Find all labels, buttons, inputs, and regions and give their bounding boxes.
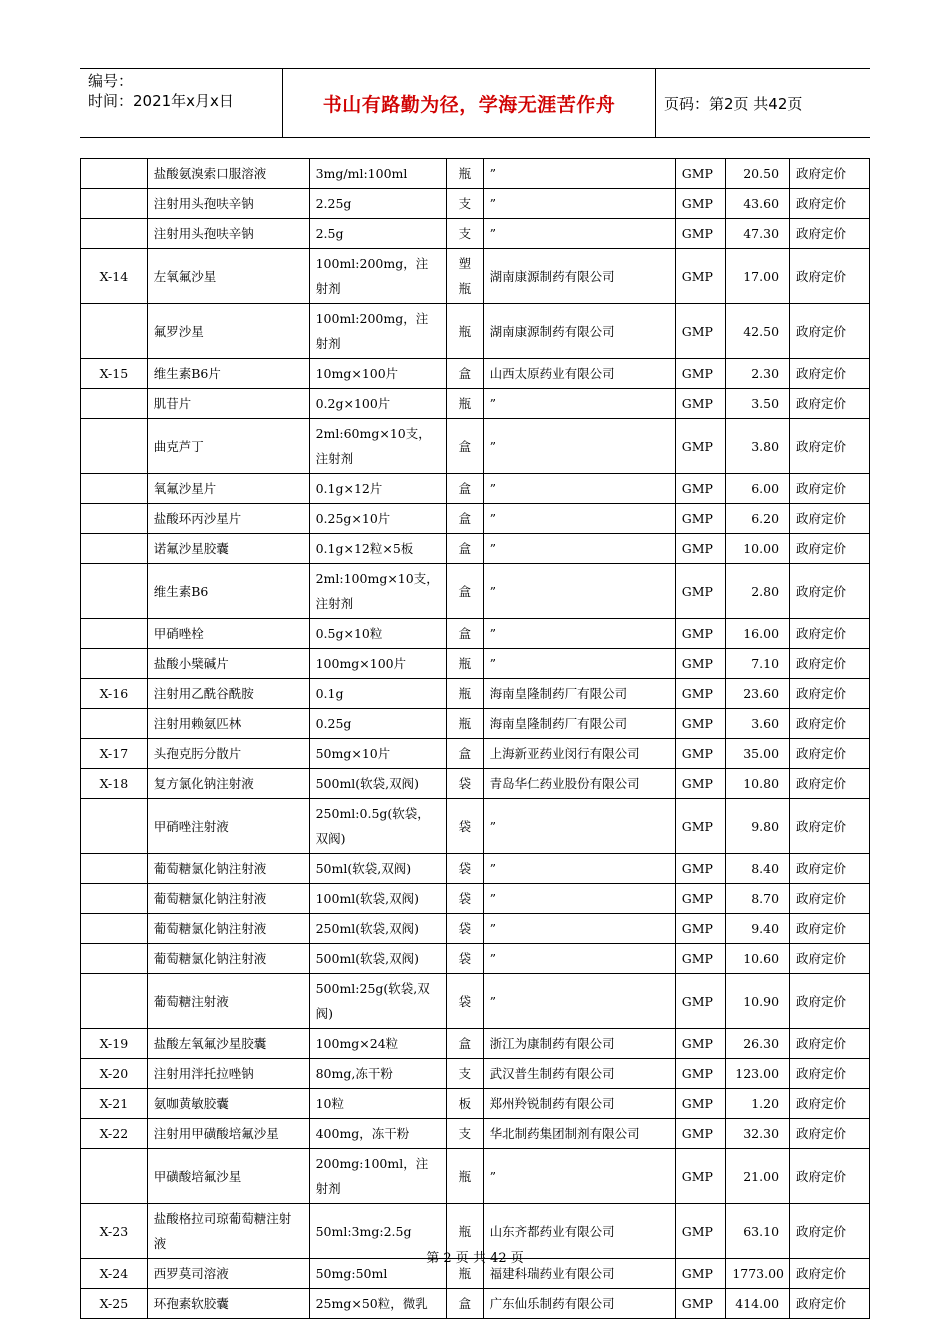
spec-cell: 0.25g×10片 [309,504,447,534]
spec-cell: 500ml(软袋,双阀) [309,944,447,974]
price-cell: 3.50 [726,389,790,419]
maker-cell: 海南皇隆制药厂有限公司 [483,709,675,739]
name-cell: 曲克芦丁 [147,419,309,474]
code-cell [81,799,148,854]
table-row [81,914,870,944]
name-cell: 葡萄糖氯化钠注射液 [147,944,309,974]
gmp-cell: GMP [675,564,726,619]
name-cell: 甲磺酸培氟沙星 [147,1149,309,1204]
pricing-cell: 政府定价 [790,1149,870,1204]
price-cell: 1.20 [726,1089,790,1119]
maker-cell: 山东齐都药业有限公司 [483,1204,675,1259]
gmp-cell: GMP [675,504,726,534]
pricing-cell: 政府定价 [790,159,870,189]
table-row [81,249,870,304]
spec-cell: 25mg×50粒，微乳 [309,1289,447,1319]
pricing-cell: 政府定价 [790,619,870,649]
price-cell: 21.00 [726,1149,790,1204]
table-row [81,944,870,974]
pricing-cell: 政府定价 [790,679,870,709]
unit-cell: 支 [447,1059,483,1089]
spec-cell: 10mg×100片 [309,359,447,389]
code-cell [81,974,148,1029]
table-row [81,534,870,564]
maker-cell: ” [483,419,675,474]
price-cell: 8.40 [726,854,790,884]
pricing-cell: 政府定价 [790,944,870,974]
gmp-cell: GMP [675,914,726,944]
header-meta [88,71,278,111]
maker-cell: 上海新亚药业闵行有限公司 [483,739,675,769]
pricing-cell: 政府定价 [790,884,870,914]
name-cell: 盐酸左氧氟沙星胶囊 [147,1029,309,1059]
table-row [81,419,870,474]
gmp-cell: GMP [675,799,726,854]
pricing-cell: 政府定价 [790,1029,870,1059]
gmp-cell: GMP [675,389,726,419]
spec-cell: 100ml:200mg，注射剂 [309,249,447,304]
maker-cell: ” [483,974,675,1029]
price-cell: 35.00 [726,739,790,769]
maker-cell: 福建科瑞药业有限公司 [483,1259,675,1289]
spec-cell: 0.1g×12粒×5板 [309,534,447,564]
pricing-cell: 政府定价 [790,504,870,534]
name-cell: 葡萄糖注射液 [147,974,309,1029]
unit-cell: 盒 [447,739,483,769]
unit-cell: 瓶 [447,389,483,419]
gmp-cell: GMP [675,1289,726,1319]
spec-cell: 80mg,冻干粉 [309,1059,447,1089]
name-cell: 葡萄糖氯化钠注射液 [147,914,309,944]
spec-cell: 100mg×100片 [309,649,447,679]
unit-cell: 瓶 [447,1204,483,1259]
pricing-cell: 政府定价 [790,1259,870,1289]
table-row [81,739,870,769]
code-cell: X-23 [81,1204,148,1259]
code-cell: X-25 [81,1289,148,1319]
table-row [81,219,870,249]
table-row [81,359,870,389]
motto: 书山有路勤为径，学海无涯苦作舟 [282,69,656,137]
maker-cell: ” [483,534,675,564]
table-row [81,1059,870,1089]
table-row [81,649,870,679]
name-cell: 葡萄糖氯化钠注射液 [147,884,309,914]
maker-cell: 海南皇隆制药厂有限公司 [483,679,675,709]
maker-cell: ” [483,474,675,504]
pricing-cell: 政府定价 [790,649,870,679]
table-row [81,159,870,189]
unit-cell: 袋 [447,914,483,944]
table-row [81,799,870,854]
gmp-cell: GMP [675,1059,726,1089]
name-cell: 甲硝唑注射液 [147,799,309,854]
price-cell: 414.00 [726,1289,790,1319]
pricing-cell: 政府定价 [790,854,870,884]
spec-cell: 10粒 [309,1089,447,1119]
gmp-cell: GMP [675,709,726,739]
name-cell: 环孢素软胶囊 [147,1289,309,1319]
date-label: 时间：2021年x月x日 [88,92,234,110]
name-cell: 葡萄糖氯化钠注射液 [147,854,309,884]
gmp-cell: GMP [675,679,726,709]
price-cell: 9.40 [726,914,790,944]
table-row [81,679,870,709]
maker-cell: ” [483,389,675,419]
price-cell: 26.30 [726,1029,790,1059]
code-cell [81,884,148,914]
pricing-cell: 政府定价 [790,474,870,504]
pricing-cell: 政府定价 [790,189,870,219]
maker-cell: ” [483,564,675,619]
spec-cell: 50mg×10片 [309,739,447,769]
unit-cell: 盒 [447,359,483,389]
maker-cell: ” [483,914,675,944]
name-cell: 盐酸格拉司琼葡萄糖注射液 [147,1204,309,1259]
spec-cell: 500ml:25g(软袋,双阀) [309,974,447,1029]
name-cell: 盐酸环丙沙星片 [147,504,309,534]
price-cell: 20.50 [726,159,790,189]
gmp-cell: GMP [675,769,726,799]
maker-cell: ” [483,854,675,884]
price-cell: 2.30 [726,359,790,389]
unit-cell: 瓶 [447,649,483,679]
table-row [81,1029,870,1059]
spec-cell: 200mg:100ml，注射剂 [309,1149,447,1204]
spec-cell: 100mg×24粒 [309,1029,447,1059]
price-cell: 17.00 [726,249,790,304]
price-cell: 8.70 [726,884,790,914]
maker-cell: ” [483,504,675,534]
name-cell: 氟罗沙星 [147,304,309,359]
code-cell: X-20 [81,1059,148,1089]
code-cell [81,419,148,474]
spec-cell: 0.5g×10粒 [309,619,447,649]
code-cell: X-14 [81,249,148,304]
maker-cell: ” [483,799,675,854]
table-row [81,389,870,419]
unit-cell: 塑瓶 [447,249,483,304]
table-row [81,1149,870,1204]
price-cell: 123.00 [726,1059,790,1089]
code-cell [81,854,148,884]
code-cell [81,504,148,534]
table-row [81,504,870,534]
code-cell [81,304,148,359]
pricing-cell: 政府定价 [790,249,870,304]
code-cell [81,1149,148,1204]
code-cell: X-16 [81,679,148,709]
table-row [81,854,870,884]
name-cell: 注射用泮托拉唑钠 [147,1059,309,1089]
pricing-cell: 政府定价 [790,739,870,769]
maker-cell: ” [483,944,675,974]
name-cell: 注射用头孢呋辛钠 [147,219,309,249]
code-cell [81,534,148,564]
maker-cell: 湖南康源制药有限公司 [483,304,675,359]
gmp-cell: GMP [675,534,726,564]
unit-cell: 瓶 [447,679,483,709]
spec-cell: 2ml:60mg×10支，注射剂 [309,419,447,474]
unit-cell: 瓶 [447,709,483,739]
code-cell [81,159,148,189]
unit-cell: 支 [447,1119,483,1149]
gmp-cell: GMP [675,1029,726,1059]
pricing-cell: 政府定价 [790,1289,870,1319]
page-header [80,68,870,138]
name-cell: 注射用乙酰谷酰胺 [147,679,309,709]
pricing-cell: 政府定价 [790,1089,870,1119]
unit-cell: 盒 [447,619,483,649]
unit-cell: 瓶 [447,1149,483,1204]
pricing-cell: 政府定价 [790,1059,870,1089]
price-cell: 10.80 [726,769,790,799]
spec-cell: 0.1g [309,679,447,709]
code-cell [81,219,148,249]
code-cell: X-22 [81,1119,148,1149]
code-cell: X-19 [81,1029,148,1059]
spec-cell: 50ml:3mg:2.5g [309,1204,447,1259]
price-cell: 1773.00 [726,1259,790,1289]
name-cell: 肌苷片 [147,389,309,419]
name-cell: 维生素B6片 [147,359,309,389]
pricing-cell: 政府定价 [790,304,870,359]
pricing-cell: 政府定价 [790,799,870,854]
gmp-cell: GMP [675,189,726,219]
code-cell: X-24 [81,1259,148,1289]
name-cell: 氧氟沙星片 [147,474,309,504]
table-row [81,974,870,1029]
unit-cell: 盒 [447,564,483,619]
table-row [81,1089,870,1119]
pricing-cell: 政府定价 [790,1204,870,1259]
code-cell [81,649,148,679]
table-row [81,189,870,219]
price-cell: 10.00 [726,534,790,564]
unit-cell: 盒 [447,474,483,504]
maker-cell: 山西太原药业有限公司 [483,359,675,389]
name-cell: 注射用赖氨匹林 [147,709,309,739]
pricing-cell: 政府定价 [790,914,870,944]
gmp-cell: GMP [675,649,726,679]
spec-cell: 2.25g [309,189,447,219]
price-cell: 3.60 [726,709,790,739]
spec-cell: 250ml:0.5g(软袋，双阀) [309,799,447,854]
gmp-cell: GMP [675,944,726,974]
unit-cell: 袋 [447,854,483,884]
unit-cell: 袋 [447,884,483,914]
price-cell: 6.00 [726,474,790,504]
table-row [81,619,870,649]
name-cell: 复方氯化钠注射液 [147,769,309,799]
gmp-cell: GMP [675,619,726,649]
price-cell: 10.60 [726,944,790,974]
unit-cell: 袋 [447,974,483,1029]
table-row [81,1289,870,1319]
maker-cell: ” [483,219,675,249]
code-cell [81,189,148,219]
gmp-cell: GMP [675,1259,726,1289]
code-cell [81,389,148,419]
maker-cell: ” [483,1149,675,1204]
pricing-cell: 政府定价 [790,974,870,1029]
code-label: 编号： [88,72,134,90]
gmp-cell: GMP [675,249,726,304]
code-cell [81,474,148,504]
table-row [81,304,870,359]
price-cell: 42.50 [726,304,790,359]
maker-cell: 青岛华仁药业股份有限公司 [483,769,675,799]
gmp-cell: GMP [675,419,726,474]
name-cell: 注射用甲磺酸培氟沙星 [147,1119,309,1149]
spec-cell: 0.2g×100片 [309,389,447,419]
price-cell: 9.80 [726,799,790,854]
spec-cell: 500ml(软袋,双阀) [309,769,447,799]
spec-cell: 0.25g [309,709,447,739]
code-cell: X-18 [81,769,148,799]
price-cell: 47.30 [726,219,790,249]
spec-cell: 3mg/ml:100ml [309,159,447,189]
name-cell: 西罗莫司溶液 [147,1259,309,1289]
maker-cell: 湖南康源制药有限公司 [483,249,675,304]
table-row [81,1119,870,1149]
code-cell [81,564,148,619]
unit-cell: 盒 [447,419,483,474]
spec-cell: 400mg，冻干粉 [309,1119,447,1149]
spec-cell: 50ml(软袋,双阀) [309,854,447,884]
gmp-cell: GMP [675,1149,726,1204]
unit-cell: 盒 [447,1029,483,1059]
gmp-cell: GMP [675,884,726,914]
name-cell: 维生素B6 [147,564,309,619]
name-cell: 诺氟沙星胶囊 [147,534,309,564]
table-row [81,709,870,739]
gmp-cell: GMP [675,1119,726,1149]
price-cell: 43.60 [726,189,790,219]
spec-cell: 2.5g [309,219,447,249]
maker-cell: 华北制药集团制剂有限公司 [483,1119,675,1149]
code-cell: X-17 [81,739,148,769]
gmp-cell: GMP [675,854,726,884]
table-row [81,884,870,914]
maker-cell: 浙江为康制药有限公司 [483,1029,675,1059]
unit-cell: 支 [447,219,483,249]
code-cell [81,914,148,944]
gmp-cell: GMP [675,304,726,359]
name-cell: 甲硝唑栓 [147,619,309,649]
table-row [81,474,870,504]
maker-cell: 武汉普生制药有限公司 [483,1059,675,1089]
price-cell: 7.10 [726,649,790,679]
pricing-cell: 政府定价 [790,709,870,739]
spec-cell: 50mg:50ml [309,1259,447,1289]
gmp-cell: GMP [675,359,726,389]
gmp-cell: GMP [675,1204,726,1259]
pricing-cell: 政府定价 [790,359,870,389]
price-cell: 23.60 [726,679,790,709]
name-cell: 头孢克肟分散片 [147,739,309,769]
table-row [81,769,870,799]
price-cell: 6.20 [726,504,790,534]
maker-cell: ” [483,619,675,649]
code-cell: X-15 [81,359,148,389]
code-cell [81,709,148,739]
pricing-cell: 政府定价 [790,1119,870,1149]
unit-cell: 瓶 [447,304,483,359]
table-body [81,159,870,1319]
code-cell [81,944,148,974]
price-cell: 32.30 [726,1119,790,1149]
table-row [81,564,870,619]
unit-cell: 支 [447,189,483,219]
price-cell: 10.90 [726,974,790,1029]
maker-cell: 郑州羚锐制药有限公司 [483,1089,675,1119]
page-footer: 第 2 页 共 42 页 [426,1251,524,1266]
price-cell: 3.80 [726,419,790,474]
unit-cell: 盒 [447,1289,483,1319]
unit-cell: 盒 [447,534,483,564]
page-label: 页码：第2页 共42页 [664,94,803,113]
name-cell: 盐酸小檗碱片 [147,649,309,679]
unit-cell: 袋 [447,769,483,799]
pricing-cell: 政府定价 [790,419,870,474]
price-cell: 16.00 [726,619,790,649]
pricing-cell: 政府定价 [790,769,870,799]
pricing-cell: 政府定价 [790,219,870,249]
name-cell: 盐酸氨溴索口服溶液 [147,159,309,189]
price-cell: 63.10 [726,1204,790,1259]
unit-cell: 袋 [447,944,483,974]
spec-cell: 250ml(软袋,双阀) [309,914,447,944]
maker-cell: ” [483,649,675,679]
gmp-cell: GMP [675,159,726,189]
price-cell: 2.80 [726,564,790,619]
name-cell: 左氧氟沙星 [147,249,309,304]
spec-cell: 0.1g×12片 [309,474,447,504]
code-cell [81,619,148,649]
maker-cell: 广东仙乐制药有限公司 [483,1289,675,1319]
spec-cell: 100ml:200mg，注射剂 [309,304,447,359]
gmp-cell: GMP [675,739,726,769]
gmp-cell: GMP [675,474,726,504]
gmp-cell: GMP [675,1089,726,1119]
pricing-cell: 政府定价 [790,564,870,619]
unit-cell: 板 [447,1089,483,1119]
code-cell: X-21 [81,1089,148,1119]
name-cell: 氨咖黄敏胶囊 [147,1089,309,1119]
spec-cell: 100ml(软袋,双阀) [309,884,447,914]
pricing-cell: 政府定价 [790,389,870,419]
gmp-cell: GMP [675,974,726,1029]
name-cell: 注射用头孢呋辛钠 [147,189,309,219]
spec-cell: 2ml:100mg×10支，注射剂 [309,564,447,619]
unit-cell: 盒 [447,504,483,534]
maker-cell: ” [483,159,675,189]
unit-cell: 瓶 [447,1259,483,1289]
drug-price-table [80,158,870,1319]
pricing-cell: 政府定价 [790,534,870,564]
gmp-cell: GMP [675,219,726,249]
maker-cell: ” [483,189,675,219]
maker-cell: ” [483,884,675,914]
unit-cell: 袋 [447,799,483,854]
unit-cell: 瓶 [447,159,483,189]
